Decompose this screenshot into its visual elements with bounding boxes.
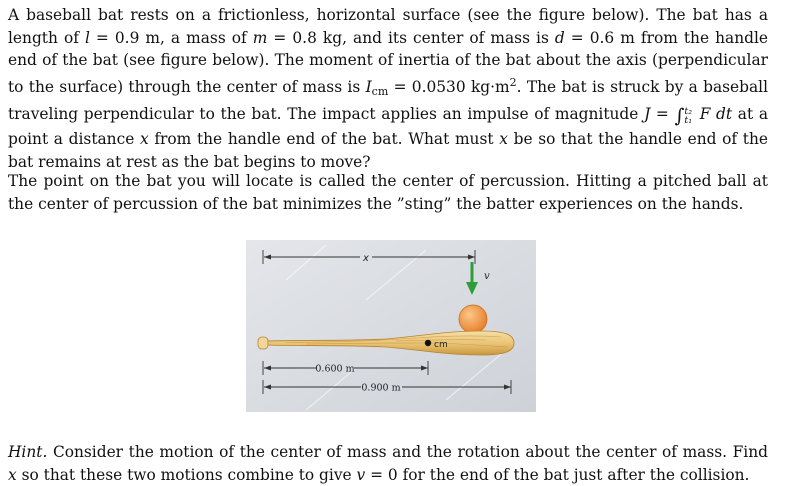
hint-text: Consider the motion of the center of mass and the rotation about the center of mass. Find [47,443,768,461]
math-I: I [365,77,372,96]
hint-text: so that these two motions combine to give [16,465,357,484]
problem-text: = 0.6 m from the handle end of the bat (see figure below). The moment of inertia of the bat about the axis (perpendicular to the surface) through the center of mass is [8,28,768,96]
problem-text: from the handle end of the bat. What must [148,129,500,148]
math-exponent: 2 [509,75,517,89]
problem-text: A baseball bat rests on a frictionless, horizontal surface (see the figure below). The bat has a length of [8,6,768,47]
problem-text: be so that the handle end of the bat remains at rest as the bat begins to move? [8,129,768,171]
x-label: x [363,253,369,264]
v-label: v [484,271,490,282]
problem-text: at a point a distance [8,105,768,148]
percussion-paragraph: The point on the bat you will locate is called the center of percussion. Hitting a pitched ball at the center of percussion of the bat minimizes the ”sting” the batter experiences on the hands. [8,172,768,213]
math-x: x [8,465,17,484]
dim1-label: 0.600 m [315,363,355,375]
problem-text: = 0.0530 kg·m [388,77,510,96]
bat-figure [246,240,536,412]
dim2-label: 0.900 m [361,382,401,394]
integral-sign: ∫ [674,105,685,128]
bat-diagram [246,240,536,412]
baseball [459,305,487,333]
math-v: v [356,465,366,484]
integral-limits [684,107,692,125]
cm-label: cm [434,340,448,350]
problem-statement [8,4,768,173]
math-x: x [499,129,508,148]
problem-text: = 0.9 m, a mass of [89,28,253,47]
hint-label: Hint. [8,443,48,461]
math-subscript-cm: cm [371,84,389,98]
math-J: J [644,105,651,124]
hint-paragraph [8,441,768,486]
math-d: d [554,28,565,47]
integral-upper-limit: t₂ [684,106,693,118]
bat-knob [258,337,268,349]
problem-text: = 0.8 kg, and its center of mass is [267,28,555,47]
math-m: m [252,28,268,47]
integral-lower-limit: t₁ [684,115,693,127]
integrand: F dt [694,105,733,124]
center-of-mass-dot [425,340,431,346]
hint-text: = 0 for the end of the bat just after the collision. [365,465,750,484]
problem-text: . The bat is struck by a baseball traveling perpendicular to the bat. The impact applies an impulse of magnitude [8,77,769,124]
math-l: l [84,28,90,47]
math-equals: = [650,105,675,124]
math-x: x [140,129,149,148]
